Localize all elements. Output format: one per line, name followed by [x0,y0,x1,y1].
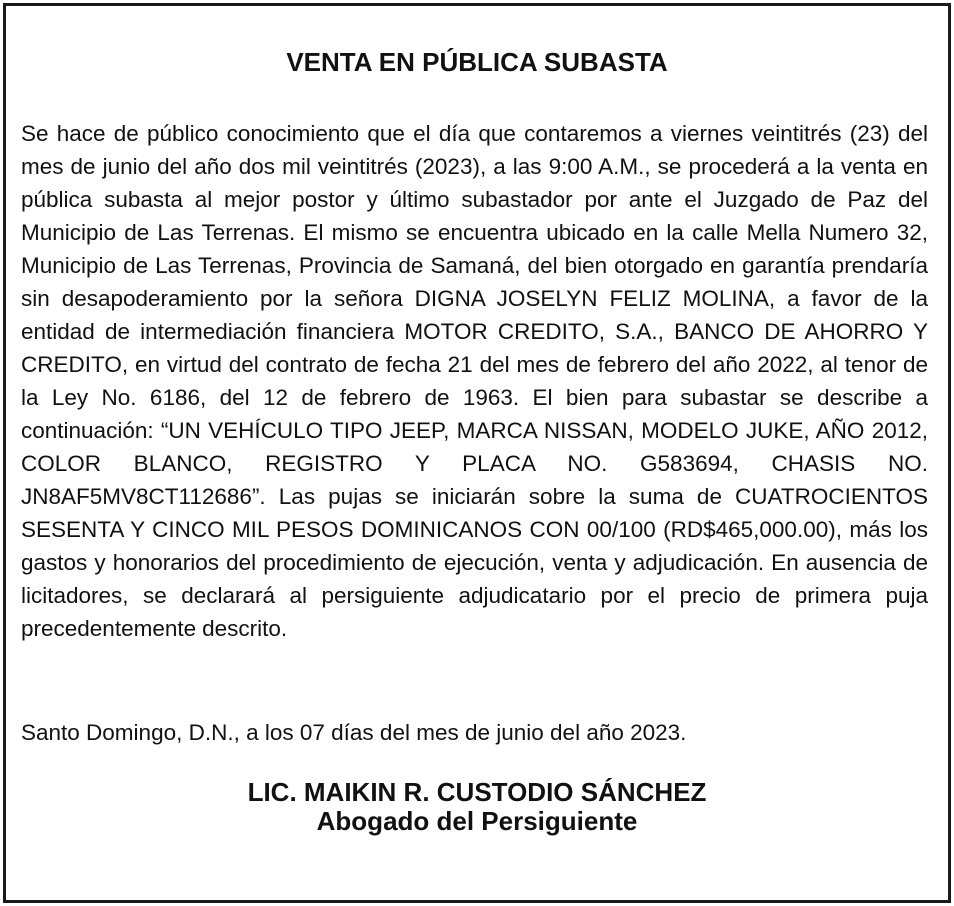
signer-name: LIC. MAIKIN R. CUSTODIO SÁNCHEZ [247,777,707,807]
signature-block [6,778,948,836]
notice-title: VENTA EN PÚBLICA SUBASTA [286,47,668,77]
notice-date-line: Santo Domingo, D.N., a los 07 días del mes de junio del año 2023. [21,720,687,745]
notice-body: Se hace de público conocimiento que el día que contaremos a viernes veintitrés (23) del mes de junio del año dos mil veintitrés (2023), a las 9:00 A.M., se procederá a la venta en pública subasta al mejor postor y último subastador por ante el Juzgado de Paz del Municipio de Las Terrenas. El mismo se encuentra ubicado en la calle Mella Numero 32, Municipio de Las Terrenas, Provincia de Samaná, del bien otorgado en garantía prendaría sin desapoderamiento por la señora DIGNA JOSELYN FELIZ MOLINA, a favor de la entidad de intermediación financiera MOTOR CREDITO, S.A., BANCO DE AHORRO Y CREDITO, en virtud del contrato de fecha 21 del mes de febrero del año 2022, al tenor de la Ley No. 6186, del 12 de febrero de 1963. El bien para subastar se describe a continuación: “UN VEHÍCULO TIPO JEEP, MARCA NISSAN, MODELO JUKE, AÑO 2012, COLOR BLANCO, REGISTRO Y PLACA NO. G583694, CHASIS NO. JN8AF5MV8CT112686”. Las pujas se iniciarán sobre la suma de CUATROCIENTOS SESENTA Y CINCO MIL PESOS DOMINICANOS CON 00/100 (RD$465,000.00), más los gastos y honorarios del procedimiento de ejecución, venta y adjudicación. En ausencia de licitadores, se declarará al persiguiente adjudicatario por el precio de primera puja precedentemente descrito. [21,121,928,641]
auction-notice [3,3,951,903]
signer-role: Abogado del Persiguiente [316,806,638,836]
